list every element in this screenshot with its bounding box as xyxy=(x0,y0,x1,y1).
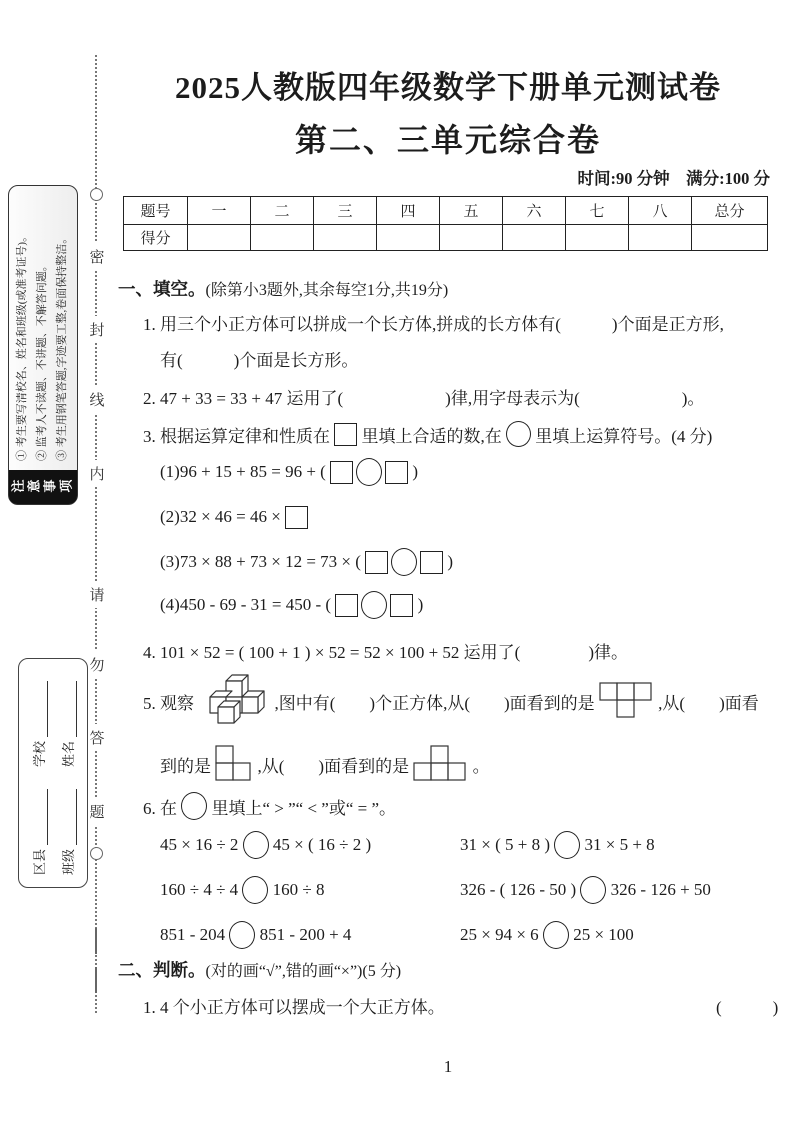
question-6-intro: 6. 在 里填上“ > ”“ < ”或“ = ”。 xyxy=(143,790,396,822)
seal-char: 题 xyxy=(86,798,108,825)
score-empty-cell xyxy=(440,225,503,251)
compare-circle-icon xyxy=(580,876,606,904)
square-box-icon xyxy=(285,506,308,529)
seal-dash xyxy=(95,928,97,954)
score-header-cell: 总分 xyxy=(692,197,768,225)
view-shape-top-icon xyxy=(599,682,654,720)
school-blank-line xyxy=(33,681,48,737)
score-header-cell: 题号 xyxy=(124,197,188,225)
question-1-line-1: 1. 用三个小正方体可以拼成一个长方体,拼成的长方体有( )个面是正方形, xyxy=(143,315,724,334)
score-header-cell: 四 xyxy=(377,197,440,225)
square-box-icon xyxy=(335,594,358,617)
score-header-cell: 一 xyxy=(188,197,251,225)
score-empty-cell xyxy=(629,225,692,251)
compare-circle-icon xyxy=(242,876,268,904)
question-3-item-3: (3)73 × 88 + 73 × 12 = 73 × ( ) xyxy=(160,546,453,578)
question-3-item-2: (2)32 × 46 = 46 × xyxy=(160,501,308,533)
square-box-icon xyxy=(420,551,443,574)
seal-line xyxy=(89,55,105,1013)
score-empty-cell xyxy=(566,225,629,251)
seal-char: 线 xyxy=(86,386,108,413)
question-5-line-1: 5. 观察 ,图中有( )个正方体,从( )面看到的是 ,从( )面看 xyxy=(143,665,759,737)
view-shape-front-icon xyxy=(413,745,468,783)
compare-circle-icon xyxy=(229,921,255,949)
score-header-cell: 八 xyxy=(629,197,692,225)
question-3-intro: 3. 根据运算定律和性质在 里填上合适的数,在 里填上运算符号。(4 分) xyxy=(143,418,712,450)
exam-info: 时间:90 分钟 满分:100 分 xyxy=(577,169,770,188)
score-header-cell: 六 xyxy=(503,197,566,225)
district-blank-line xyxy=(33,789,48,845)
notice-item: ② 监考人不读题、不讲题、不解答问题。 xyxy=(36,260,49,461)
view-shape-side-icon xyxy=(215,745,253,783)
score-empty-cell xyxy=(377,225,440,251)
score-header-cell: 五 xyxy=(440,197,503,225)
square-box-icon xyxy=(330,461,353,484)
section-1-heading: 一、填空。(除第小3题外,其余每空1分,共19分) xyxy=(118,279,449,299)
question-3-item-1: (1)96 + 15 + 85 = 96 + ( ) xyxy=(160,456,418,488)
score-header-cell: 七 xyxy=(566,197,629,225)
question-6-row: 160 ÷ 4 ÷ 4 160 ÷ 8 326 - ( 126 - 50 ) 326 - 126 + 50 xyxy=(118,873,778,907)
notice-tab: 注意事项 xyxy=(9,470,77,504)
square-box-icon xyxy=(385,461,408,484)
circle-icon xyxy=(181,792,207,820)
seal-dash xyxy=(95,967,97,993)
section-2-heading: 二、判断。(对的画“√”,错的画“×”)(5 分) xyxy=(118,960,402,980)
question-3-item-4: (4)450 - 69 - 31 = 450 - ( ) xyxy=(160,589,423,621)
question-6-row: 851 - 204 851 - 200 + 4 25 × 94 × 6 25 × 100 xyxy=(118,918,778,952)
score-label-cell: 得分 xyxy=(124,225,188,251)
judge-question-1: 1. 4 个小正方体可以摆成一个大正方体。 xyxy=(143,998,445,1017)
notice-box xyxy=(8,185,78,505)
circle-icon xyxy=(361,591,387,619)
field-label-name: 姓名 xyxy=(61,740,76,767)
question-6-row: 45 × 16 ÷ 2 45 × ( 16 ÷ 2 ) 31 × ( 5 + 8 ) 31 × 5 + 8 xyxy=(118,828,778,862)
field-label-class: 班级 xyxy=(61,848,76,875)
seal-char: 封 xyxy=(86,316,108,343)
question-4: 4. 101 × 52 = ( 100 + 1 ) × 52 = 52 × 100 + 52 运用了( )律。 xyxy=(143,643,629,662)
page-title: 2025人教版四年级数学下册单元测试卷 xyxy=(175,70,721,105)
score-empty-cell xyxy=(314,225,377,251)
field-label-school: 学校 xyxy=(32,740,47,767)
square-box-icon xyxy=(334,423,357,446)
score-empty-cell xyxy=(251,225,314,251)
compare-circle-icon xyxy=(543,921,569,949)
notice-item: ③ 考生用钢笔答题,字迹要工整,卷面保持整洁。 xyxy=(55,232,68,461)
circle-icon xyxy=(506,421,531,447)
compare-circle-icon xyxy=(554,831,580,859)
name-blank-line xyxy=(62,681,77,737)
page-number: 1 xyxy=(443,1057,453,1076)
seal-char: 请 xyxy=(86,581,108,608)
class-blank-line xyxy=(62,789,77,845)
seal-circle-icon xyxy=(90,188,103,201)
score-header-cell: 二 xyxy=(251,197,314,225)
seal-circle-icon xyxy=(90,847,103,860)
student-info-box xyxy=(18,658,88,888)
score-header-cell: 三 xyxy=(314,197,377,225)
seal-char: 答 xyxy=(86,724,108,751)
square-box-icon xyxy=(365,551,388,574)
seal-char: 内 xyxy=(86,460,108,487)
seal-char: 密 xyxy=(86,243,108,270)
cube-figure-icon xyxy=(198,670,270,732)
notice-item: ① 考生要写清校名、姓名和班级(或准考证号)。 xyxy=(16,230,29,461)
compare-circle-icon xyxy=(243,831,269,859)
score-empty-cell xyxy=(692,225,768,251)
score-table xyxy=(123,196,768,251)
question-5-line-2: 到的是 ,从( )面看到的是 。 xyxy=(160,738,490,790)
judge-question-1-blank: ( ) xyxy=(716,998,779,1017)
question-2: 2. 47 + 33 = 33 + 47 运用了( )律,用字母表示为( )。 xyxy=(143,389,705,408)
circle-icon xyxy=(391,548,417,576)
score-empty-cell xyxy=(503,225,566,251)
seal-char: 勿 xyxy=(86,651,108,678)
square-box-icon xyxy=(390,594,413,617)
page-subtitle: 第二、三单元综合卷 xyxy=(294,122,601,158)
field-label-district: 区县 xyxy=(32,848,47,875)
question-1-line-2: 有( )个面是长方形。 xyxy=(160,351,359,370)
circle-icon xyxy=(356,458,382,486)
score-empty-cell xyxy=(188,225,251,251)
